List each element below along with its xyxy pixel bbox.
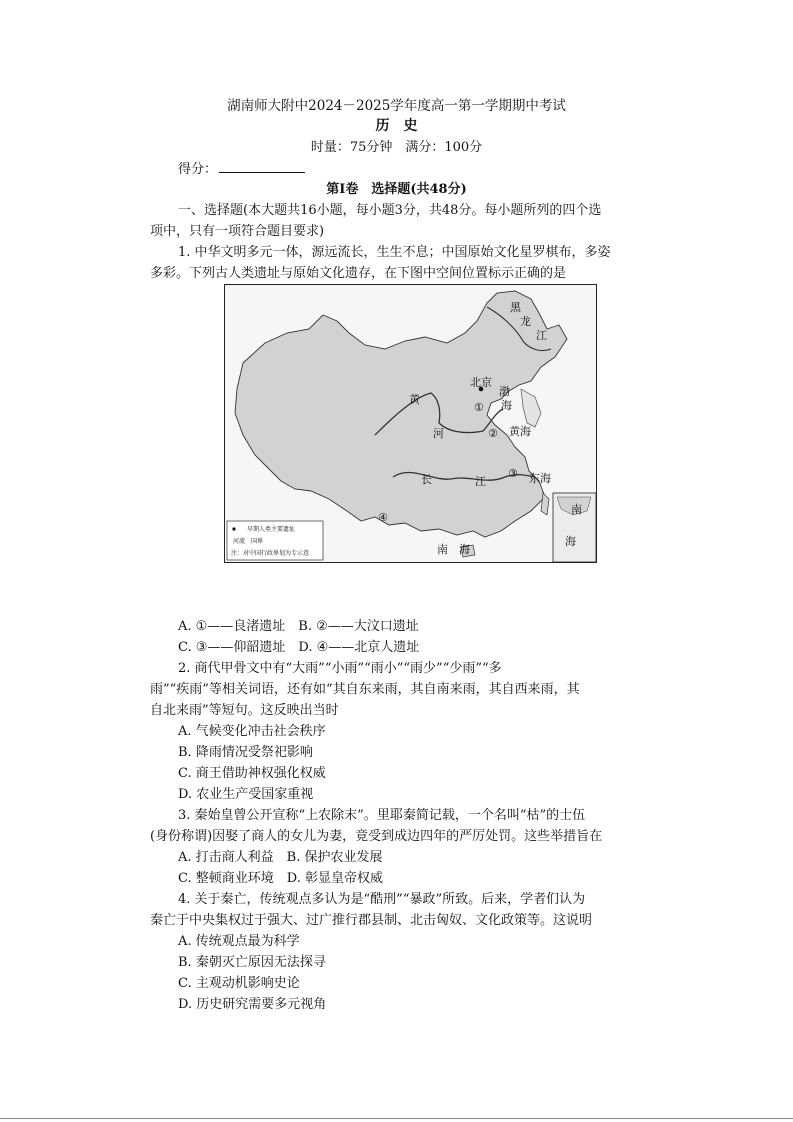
label-jiang: 江 xyxy=(536,329,547,342)
score-field xyxy=(178,160,305,178)
section-instructions-line1: 一、选择题(本大题共16小题，每小题3分，共48分。每小题所列的四个选 xyxy=(178,203,602,218)
q4-stem-line1: 4. 关于秦亡，传统观点多认为是“酷刑”“暴政”所致。后来，学者们认为 xyxy=(178,892,586,907)
q4-option-c: C. 主观动机影响史论 xyxy=(178,976,300,991)
section-instructions-line2: 项中，只有一项符合题目要求) xyxy=(150,224,325,239)
label-hai: 海 xyxy=(501,399,512,412)
label-beijing: 北京 xyxy=(470,376,492,389)
china-map-figure xyxy=(224,284,597,563)
q4-option-a: A. 传统观点最为科学 xyxy=(178,934,300,949)
label-he: 河 xyxy=(433,427,444,440)
q3-options-ab: A. 打击商人利益 B. 保护农业发展 xyxy=(178,850,383,865)
q2-option-a: A. 气候变化冲击社会秩序 xyxy=(178,724,326,739)
page-bottom-rule xyxy=(0,1118,793,1119)
label-jiang2: 江 xyxy=(475,475,486,488)
china-map-svg xyxy=(225,285,596,562)
marker-1: ① xyxy=(474,401,484,414)
section-title: 第Ⅰ卷 选择题(共48分) xyxy=(326,182,467,197)
marker-2: ② xyxy=(488,427,498,440)
q4-stem-line2: 秦亡于中央集权过于强大、过广推行郡县制、北击匈奴、文化政策等。这说明 xyxy=(150,913,593,928)
label-huang: 黄 xyxy=(409,393,420,406)
q4-option-d: D. 历史研究需要多元视角 xyxy=(178,997,327,1012)
q3-stem-line1: 3. 秦始皇曾公开宣称“上农除末”。里耶秦简记载，一个名叫“枯”的士伍 xyxy=(178,808,586,823)
label-long: 龙 xyxy=(520,315,531,328)
q1-stem-line1: 1. 中华文明多元一体，源远流长，生生不息；中国原始文化星罗棋布，多姿 xyxy=(178,245,611,260)
subject-title: 历 史 xyxy=(375,118,418,134)
legend-line2: 河流 国界 xyxy=(233,538,264,545)
q3-stem-line2: (身份称谓)因娶了商人的女儿为妻，竟受到成边四年的严厉处罚。这些举措旨在 xyxy=(150,829,603,844)
marker-4: ④ xyxy=(378,511,388,524)
q2-option-c: C. 商王借助神权强化权威 xyxy=(178,766,326,781)
label-bo: 渤 xyxy=(499,385,510,398)
legend-line1: 早期人类主要遗址 xyxy=(247,526,296,533)
label-hei: 黑 xyxy=(510,301,521,314)
score-label: 得分： xyxy=(178,162,218,177)
q2-stem-line2: 雨”“疾雨”等相关词语，还有如“其自东来雨，其自南来雨，其自西来雨，其 xyxy=(150,682,580,697)
q2-stem-line1: 2. 商代甲骨文中有“大雨”“小雨”“雨小”“雨少”“少雨”“多 xyxy=(178,661,502,676)
q2-stem-line3: 自北来雨”等短句。这反映出当时 xyxy=(150,703,339,718)
exam-meta: 时量：75分钟 满分：100分 xyxy=(310,140,483,155)
q2-option-b: B. 降雨情况受祭祀影响 xyxy=(178,745,313,760)
exam-title: 湖南师大附中2024－2025学年度高一第一学期期中考试 xyxy=(227,98,566,114)
label-chang: 长 xyxy=(421,473,432,486)
label-huanghai: 黄海 xyxy=(509,425,531,438)
q1-options-cd: C. ③——仰韶遗址 D. ④——北京人遗址 xyxy=(178,640,420,655)
marker-3: ③ xyxy=(508,467,518,480)
q4-option-b: B. 秦朝灭亡原因无法探寻 xyxy=(178,955,326,970)
q1-options-ab: A. ①——良渚遗址 B. ②——大汶口遗址 xyxy=(178,619,419,634)
q3-options-cd: C. 整顿商业环境 D. 彰显皇帝权威 xyxy=(178,871,383,886)
q2-option-d: D. 农业生产受国家重视 xyxy=(178,787,314,802)
legend-line3: 注：对中国行政界划为专示意 xyxy=(231,550,310,557)
label-nanhai-main: 南 海 xyxy=(437,543,470,556)
q1-stem-line2: 多彩。下列古人类遗址与原始文化遗存，在下图中空间位置标示正确的是 xyxy=(150,266,567,281)
label-nan-inset: 南 xyxy=(571,503,582,516)
label-donghai: 东海 xyxy=(529,472,551,485)
label-hai-inset: 海 xyxy=(565,535,576,548)
score-blank xyxy=(219,160,305,173)
